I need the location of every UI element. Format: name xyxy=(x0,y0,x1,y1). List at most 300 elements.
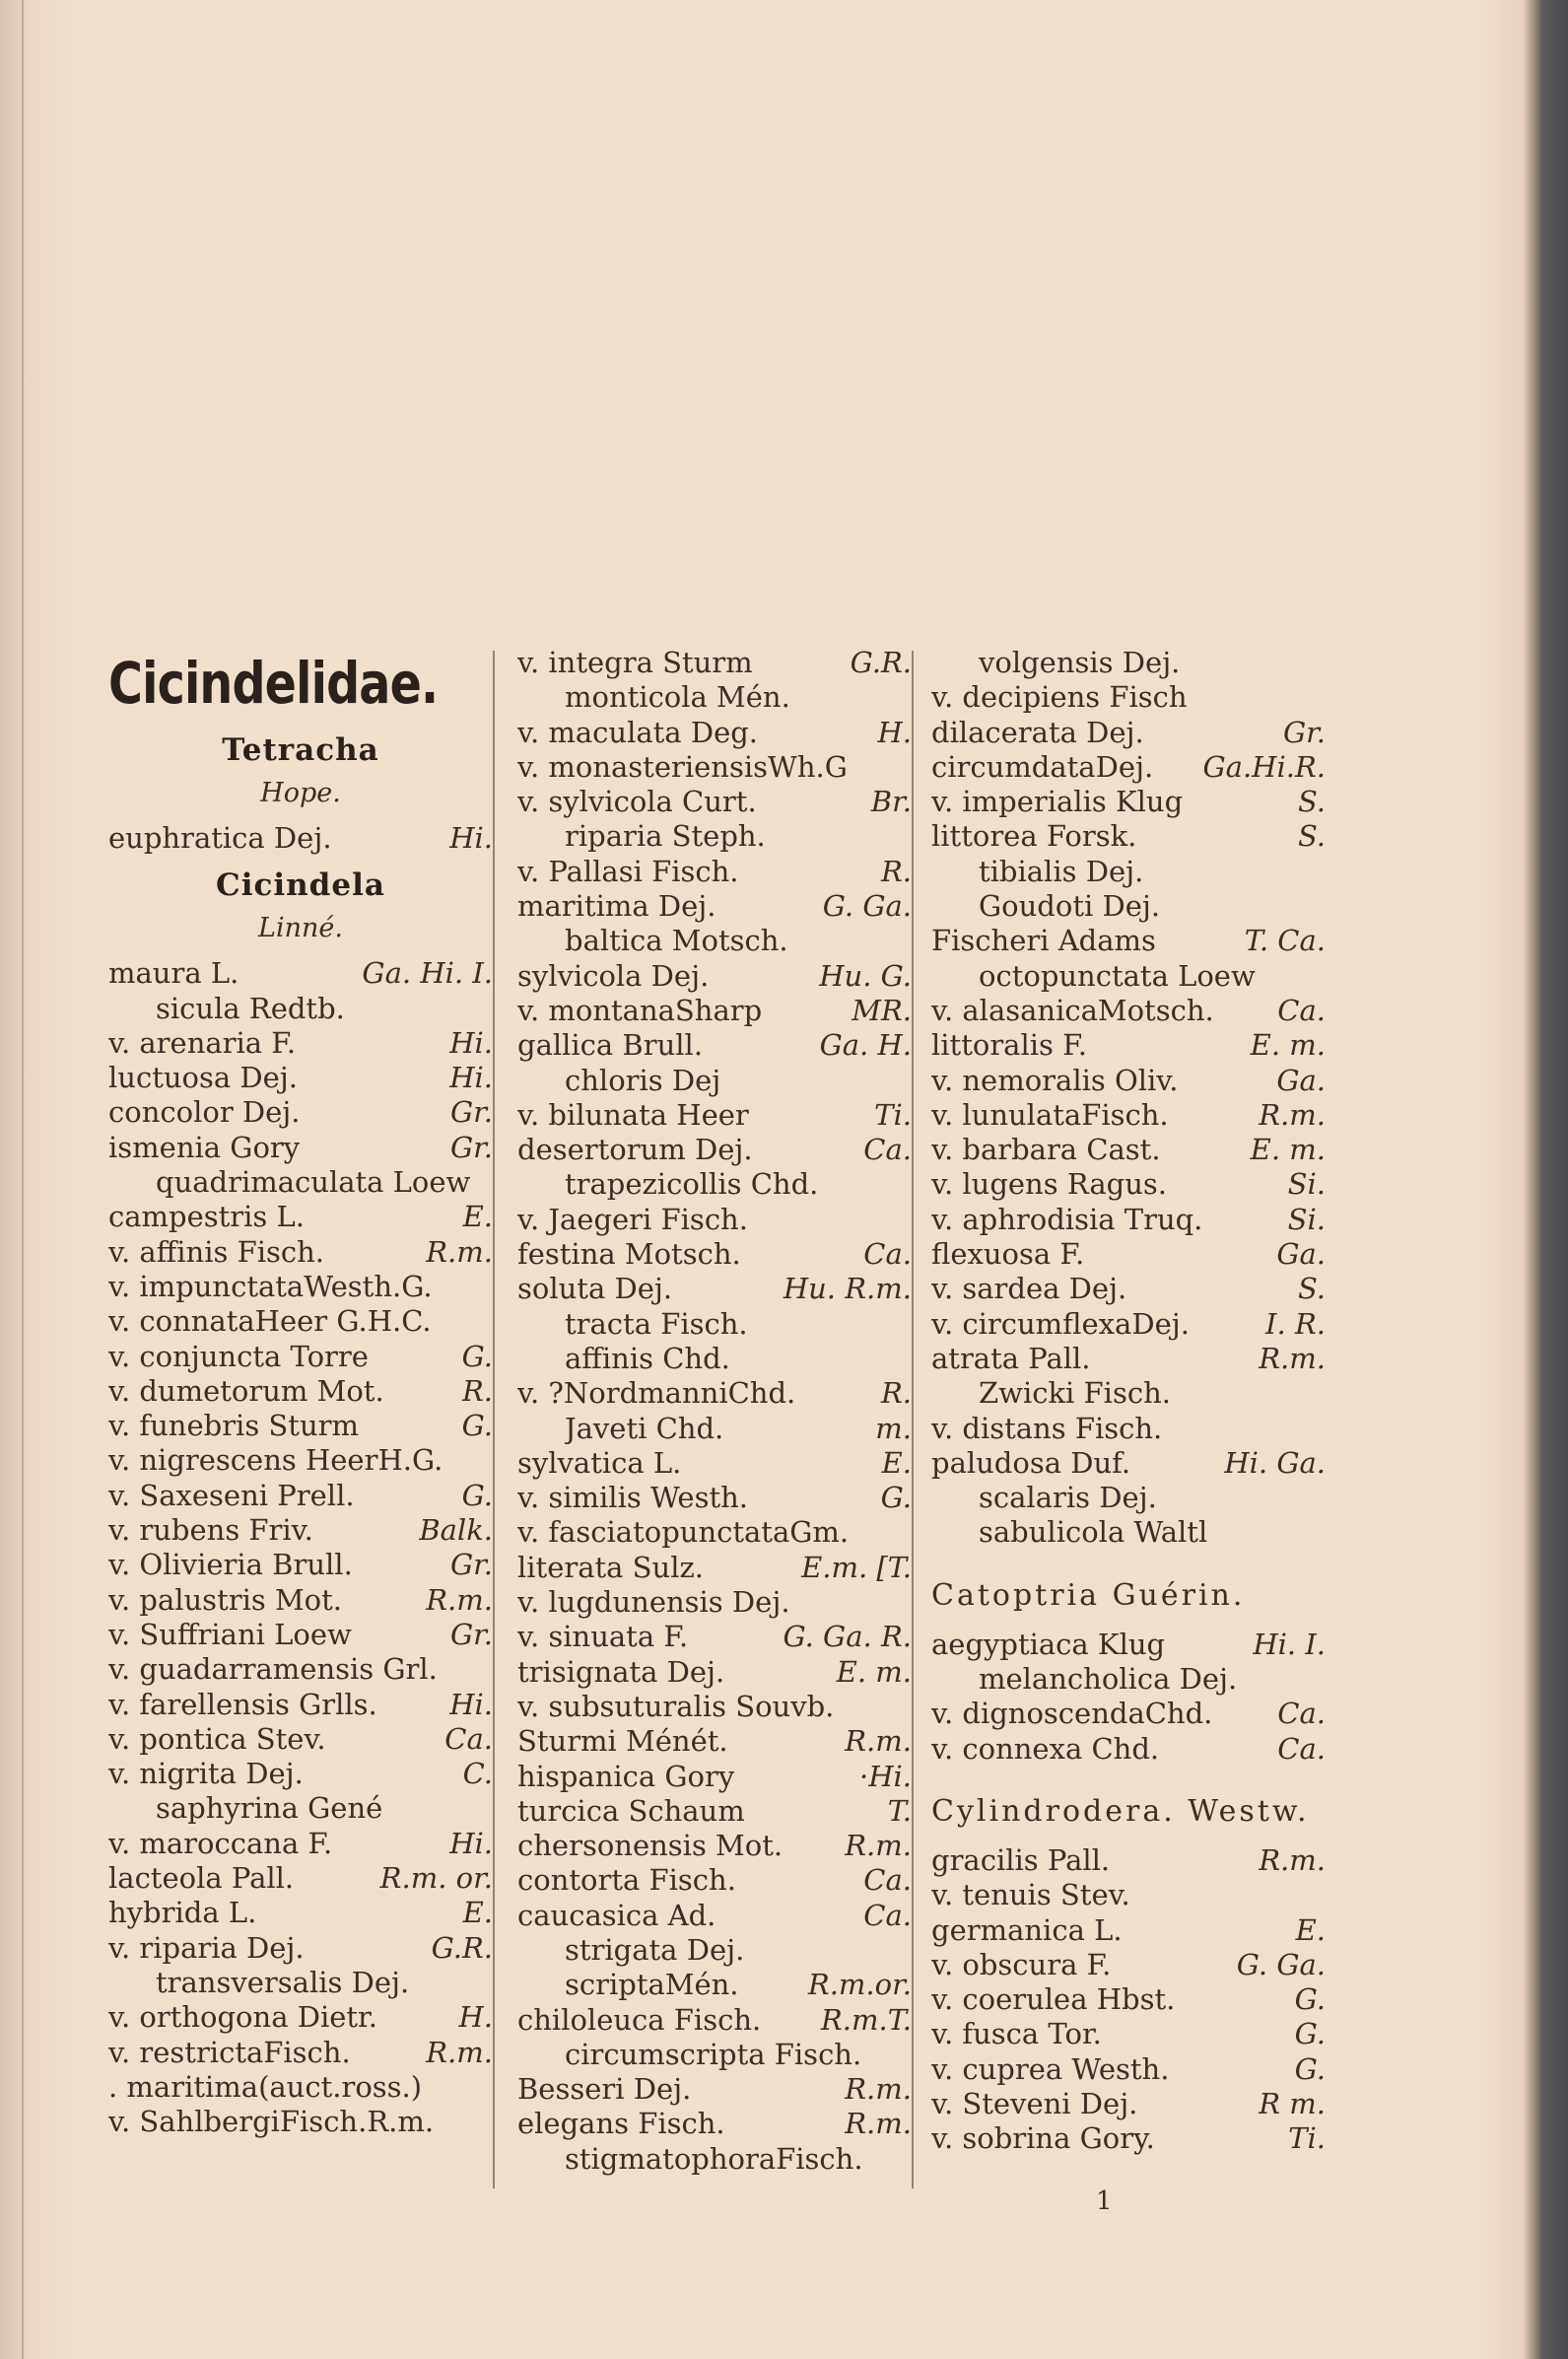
species-entry xyxy=(931,1272,1326,1306)
genus-author: Hope. xyxy=(260,778,341,808)
species-name: v. guadarramensis Grl. xyxy=(108,1652,438,1687)
species-name: v. cuprea Westh. xyxy=(931,2051,1170,2086)
species-entry xyxy=(517,889,912,924)
species-name: v. funebris Sturm xyxy=(108,1409,359,1443)
species-entry xyxy=(931,889,1326,924)
species-name: v. lunulataFisch. xyxy=(931,1097,1169,1132)
species-name: Besseri Dej. xyxy=(517,2072,692,2107)
species-name: v. distans Fisch. xyxy=(931,1411,1163,1445)
species-entry xyxy=(108,1165,493,1200)
genus-author: Linné. xyxy=(258,913,343,944)
species-entry xyxy=(517,1237,912,1272)
species-entry xyxy=(108,1409,493,1443)
locality-abbrev: R.m. xyxy=(426,2035,493,2069)
species-name: soluta Dej. xyxy=(517,1272,673,1306)
species-name: scalaris Dej. xyxy=(979,1481,1157,1515)
species-name: Goudoti Dej. xyxy=(979,889,1161,924)
species-name: maura L. xyxy=(108,956,239,991)
locality-abbrev: E. xyxy=(1295,1912,1326,1947)
species-name: v. obscura F. xyxy=(931,1947,1112,1981)
species-name: gracilis Pall. xyxy=(931,1842,1111,1877)
locality-abbrev: S. xyxy=(1297,819,1326,854)
species-name: euphratica Dej. xyxy=(108,821,332,855)
species-name: monticola Mén. xyxy=(565,680,790,715)
species-entry xyxy=(517,750,912,785)
species-name: sicula Redtb. xyxy=(156,991,345,1025)
species-name: v. alasanicaMotsch. xyxy=(931,993,1214,1027)
species-name: v. Saxeseni Prell. xyxy=(108,1478,355,1512)
species-name: circumdataDej. xyxy=(931,749,1154,784)
species-entry xyxy=(517,2072,912,2107)
species-name: v. affinis Fisch. xyxy=(108,1234,325,1269)
locality-abbrev: R m. xyxy=(1259,2086,1326,2120)
species-name: v. orthogona Dietr. xyxy=(108,2000,377,2035)
species-entry xyxy=(517,1446,912,1481)
locality-abbrev: R.m. xyxy=(845,1724,912,1759)
species-name: dilacerata Dej. xyxy=(931,715,1144,749)
species-name: v. subsuturalis Souvb. xyxy=(517,1689,835,1723)
locality-abbrev: Ca. xyxy=(444,1721,493,1756)
species-name: v. farellensis Grlls. xyxy=(108,1687,377,1721)
species-name: v. bilunata Heer xyxy=(517,1097,749,1132)
species-name: v. montanaSharp xyxy=(517,993,763,1027)
locality-abbrev: R. xyxy=(461,1373,493,1408)
species-name: v. coerulea Hbst. xyxy=(931,1982,1176,2017)
species-entry xyxy=(517,1307,912,1342)
species-name: Javeti Chd. xyxy=(565,1411,724,1445)
species-entry xyxy=(108,1479,493,1513)
species-entry xyxy=(517,1412,912,1446)
species-entry xyxy=(931,1064,1326,1098)
species-name: hispanica Gory xyxy=(517,1759,735,1793)
species-name: atrata Pall. xyxy=(931,1341,1091,1375)
locality-abbrev: G. xyxy=(1294,2017,1326,2051)
species-entry xyxy=(931,855,1326,889)
species-name: v. barbara Cast. xyxy=(931,1133,1161,1167)
species-entry xyxy=(931,680,1326,715)
locality-abbrev: Ga.Hi.R. xyxy=(1202,749,1326,784)
locality-abbrev: G. Ga. R. xyxy=(783,1620,912,1654)
locality-abbrev: R.m.or. xyxy=(807,1968,912,2002)
species-name: quadrimaculata Loew xyxy=(156,1165,471,1200)
species-entry xyxy=(931,2052,1326,2087)
species-name: v. maculata Deg. xyxy=(517,715,759,749)
species-name: v. connexa Chd. xyxy=(931,1731,1160,1766)
species-name: v. tenuis Stev. xyxy=(931,1878,1130,1912)
locality-abbrev: Ca. xyxy=(863,1898,912,1932)
species-name: v. sardea Dej. xyxy=(931,1272,1127,1306)
species-name: tibialis Dej. xyxy=(979,854,1144,888)
species-entry xyxy=(517,819,912,854)
locality-abbrev: G. xyxy=(1294,1982,1326,2017)
species-entry xyxy=(517,994,912,1028)
species-name: v. lugdunensis Dej. xyxy=(517,1585,790,1620)
species-name: chersonensis Mot. xyxy=(517,1829,784,1863)
species-entry xyxy=(108,1931,493,1966)
species-name: v. nemoralis Oliv. xyxy=(931,1063,1179,1097)
species-entry xyxy=(108,1583,493,1618)
species-entry xyxy=(931,1948,1326,1982)
species-entry xyxy=(931,1843,1326,1878)
family-heading: Cicindelidae. xyxy=(108,650,439,717)
species-entry xyxy=(517,1481,912,1515)
locality-abbrev: Ca. xyxy=(1277,993,1326,1027)
locality-abbrev: Ca. xyxy=(863,1133,912,1167)
locality-abbrev: Ca. xyxy=(863,1863,912,1898)
locality-abbrev: R.m. xyxy=(845,2072,912,2107)
species-entry xyxy=(517,1794,912,1829)
species-name: v. nigrescens HeerH.G. xyxy=(108,1443,443,1478)
species-entry xyxy=(517,855,912,889)
species-entry xyxy=(517,2003,912,2038)
species-entry xyxy=(931,994,1326,1028)
species-entry xyxy=(517,1760,912,1794)
species-name: volgensis Dej. xyxy=(979,646,1181,679)
column-1 xyxy=(108,646,493,2139)
species-name: stigmatophoraFisch. xyxy=(565,2141,863,2176)
species-entry xyxy=(517,1863,912,1898)
locality-abbrev: R.m. or. xyxy=(379,1861,493,1896)
genus-heading: Tetracha xyxy=(222,732,379,768)
species-name: turcica Schaum xyxy=(517,1793,745,1828)
species-entry xyxy=(108,956,493,991)
species-name: contorta Fisch. xyxy=(517,1863,736,1898)
locality-abbrev: R.m. xyxy=(426,1582,493,1617)
locality-abbrev: Gr. xyxy=(1282,715,1326,749)
locality-abbrev: m. xyxy=(875,1411,912,1445)
species-entry xyxy=(108,1688,493,1722)
species-entry xyxy=(517,1515,912,1550)
locality-abbrev: Ga. Hi. I. xyxy=(362,956,493,991)
page-number: 1 xyxy=(1096,2186,1113,2216)
column-3 xyxy=(931,646,1326,2157)
species-name: v. pontica Stev. xyxy=(108,1721,326,1756)
species-name: campestris L. xyxy=(108,1200,306,1234)
species-name: concolor Dej. xyxy=(108,1095,301,1130)
species-entry xyxy=(517,1690,912,1724)
species-name: sylvicola Dej. xyxy=(517,958,710,993)
locality-abbrev: H. xyxy=(458,2000,493,2035)
species-entry xyxy=(108,1270,493,1304)
species-entry xyxy=(517,1203,912,1237)
locality-abbrev: R.m.T. xyxy=(820,2002,912,2037)
species-entry xyxy=(108,1131,493,1165)
species-name: v. integra Sturm xyxy=(517,646,753,679)
locality-abbrev: E. xyxy=(462,1200,493,1234)
species-entry xyxy=(108,2036,493,2070)
species-entry xyxy=(108,1548,493,1582)
species-entry xyxy=(517,1133,912,1167)
locality-abbrev: Gr. xyxy=(449,1130,493,1164)
species-entry xyxy=(517,716,912,750)
locality-abbrev: Hi. xyxy=(449,1025,493,1060)
species-name: lacteola Pall. xyxy=(108,1861,295,1896)
species-entry xyxy=(931,819,1326,854)
species-name: sabulicola Waltl xyxy=(979,1515,1208,1550)
species-entry xyxy=(517,2142,912,2177)
locality-abbrev: Ca. xyxy=(1277,1697,1326,1731)
locality-abbrev: Gr. xyxy=(449,1548,493,1582)
species-entry xyxy=(931,2121,1326,2156)
species-entry xyxy=(108,1026,493,1061)
species-name: v. Suffriani Loew xyxy=(108,1617,352,1651)
species-name: Zwicki Fisch. xyxy=(979,1376,1171,1411)
locality-abbrev: Hu. G. xyxy=(819,958,912,993)
species-name: v. fusca Tor. xyxy=(931,2017,1102,2051)
column-rule xyxy=(493,651,495,2188)
species-entry xyxy=(931,1342,1326,1376)
species-name: v. circumflexaDej. xyxy=(931,1306,1190,1341)
locality-abbrev: G. xyxy=(461,1339,493,1373)
species-entry xyxy=(931,1878,1326,1912)
species-entry xyxy=(517,1968,912,2002)
species-name: trisignata Dej. xyxy=(517,1654,725,1689)
locality-abbrev: Si. xyxy=(1287,1202,1326,1236)
species-name: v. connataHeer G.H.C. xyxy=(108,1304,432,1339)
species-name: baltica Motsch. xyxy=(565,924,788,958)
species-name: tracta Fisch. xyxy=(565,1306,748,1341)
species-entry xyxy=(517,1933,912,1968)
column-2 xyxy=(517,646,912,2177)
species-entry xyxy=(931,959,1326,994)
species-entry xyxy=(108,1374,493,1409)
locality-abbrev: Hu. R.m. xyxy=(783,1272,912,1306)
locality-abbrev: R.m. xyxy=(845,2107,912,2141)
species-entry xyxy=(108,821,493,856)
species-entry xyxy=(517,1585,912,1620)
species-name: Sturmi Ménét. xyxy=(517,1724,728,1759)
locality-abbrev: Br. xyxy=(870,785,912,819)
species-name: v. lugens Ragus. xyxy=(931,1167,1167,1202)
species-entry xyxy=(108,1722,493,1757)
species-entry xyxy=(517,959,912,994)
species-name: elegans Fisch. xyxy=(517,2107,725,2141)
species-entry xyxy=(517,2038,912,2072)
locality-abbrev: Hi. I. xyxy=(1253,1627,1326,1661)
locality-abbrev: Gr. xyxy=(449,1095,493,1130)
species-entry xyxy=(517,1376,912,1411)
species-entry xyxy=(931,1481,1326,1515)
locality-abbrev: R. xyxy=(880,1376,912,1411)
species-name: trapezicollis Chd. xyxy=(565,1167,819,1202)
locality-abbrev: Ga. H. xyxy=(819,1028,912,1063)
locality-abbrev: E. m. xyxy=(836,1654,912,1689)
locality-abbrev: Hi. Ga. xyxy=(1224,1445,1326,1480)
species-entry xyxy=(931,1133,1326,1167)
locality-abbrev: G. xyxy=(880,1481,912,1515)
species-entry xyxy=(931,716,1326,750)
species-name: germanica L. xyxy=(931,1912,1123,1947)
locality-abbrev: G. xyxy=(461,1409,493,1443)
species-entry xyxy=(108,2070,493,2105)
species-entry xyxy=(108,1061,493,1095)
species-entry xyxy=(108,2105,493,2139)
species-name: riparia Steph. xyxy=(565,819,766,854)
locality-abbrev: S. xyxy=(1297,785,1326,819)
species-entry xyxy=(517,1064,912,1098)
locality-abbrev: Gr. xyxy=(449,1617,493,1651)
species-entry xyxy=(931,924,1326,958)
species-name: v. impunctataWesth.G. xyxy=(108,1269,433,1303)
locality-abbrev: G.R. xyxy=(850,646,912,679)
species-name: v. arenaria F. xyxy=(108,1025,297,1060)
species-entry xyxy=(931,1237,1326,1272)
species-name: sylvatica L. xyxy=(517,1445,682,1480)
species-name: v. ?NordmanniChd. xyxy=(517,1376,796,1411)
locality-abbrev: C. xyxy=(462,1757,493,1791)
species-entry xyxy=(517,1342,912,1376)
species-name: Fischeri Adams xyxy=(931,924,1156,958)
locality-abbrev: Hi. xyxy=(449,1061,493,1095)
species-entry xyxy=(108,1791,493,1826)
species-name: luctuosa Dej. xyxy=(108,1061,298,1095)
species-name: v. SahlbergiFisch.R.m. xyxy=(108,2105,435,2139)
species-name: v. conjuncta Torre xyxy=(108,1339,369,1373)
species-entry xyxy=(108,1095,493,1130)
species-name: v. dumetorum Mot. xyxy=(108,1373,384,1408)
species-entry xyxy=(108,1652,493,1687)
genus-heading: Cicindela xyxy=(216,867,385,904)
species-name: v. riparia Dej. xyxy=(108,1930,305,1965)
locality-abbrev: Ga. xyxy=(1276,1063,1326,1097)
species-entry xyxy=(517,680,912,715)
species-name: v. monasteriensisWh.G xyxy=(517,749,848,784)
species-entry xyxy=(517,924,912,958)
species-entry xyxy=(517,1655,912,1690)
species-entry xyxy=(931,1628,1326,1662)
species-name: festina Motsch. xyxy=(517,1237,741,1272)
species-name: chiloleuca Fisch. xyxy=(517,2002,762,2037)
locality-abbrev: S. xyxy=(1297,1272,1326,1306)
species-name: chloris Dej xyxy=(565,1063,721,1097)
locality-abbrev: R.m. xyxy=(1259,1341,1326,1375)
locality-abbrev: E.m. [T. xyxy=(801,1550,912,1584)
species-name: scriptaMén. xyxy=(565,1968,739,2002)
species-entry xyxy=(517,1829,912,1863)
species-name: v. decipiens Fisch xyxy=(931,680,1188,715)
locality-abbrev: G. Ga. xyxy=(822,889,912,924)
species-entry xyxy=(931,750,1326,785)
species-name: desertorum Dej. xyxy=(517,1133,753,1167)
locality-abbrev: E. xyxy=(881,1445,912,1480)
species-entry xyxy=(108,1618,493,1652)
species-entry xyxy=(108,1235,493,1270)
species-name: v. palustris Mot. xyxy=(108,1582,342,1617)
species-name: v. aphrodisia Truq. xyxy=(931,1202,1203,1236)
species-name: transversalis Dej. xyxy=(156,1965,410,1999)
species-name: melancholica Dej. xyxy=(979,1662,1238,1697)
species-name: v. restrictaFisch. xyxy=(108,2035,351,2069)
species-entry xyxy=(931,1167,1326,1202)
species-name: v. Pallasi Fisch. xyxy=(517,854,739,888)
species-name: saphyrina Gené xyxy=(156,1791,383,1826)
locality-abbrev: E. m. xyxy=(1250,1133,1326,1167)
species-entry xyxy=(517,1098,912,1133)
species-name: hybrida L. xyxy=(108,1896,257,1930)
locality-abbrev: Ca. xyxy=(863,1237,912,1272)
species-name: v. Jaegeri Fisch. xyxy=(517,1202,748,1236)
species-name: gallica Brull. xyxy=(517,1028,704,1063)
species-entry xyxy=(931,1307,1326,1342)
column-rule xyxy=(912,651,914,2188)
species-entry xyxy=(931,2017,1326,2051)
species-entry xyxy=(931,1515,1326,1550)
species-entry xyxy=(108,1513,493,1548)
species-name: ismenia Gory xyxy=(108,1130,301,1164)
species-name: paludosa Duf. xyxy=(931,1445,1131,1480)
species-entry xyxy=(931,1732,1326,1767)
locality-abbrev: R. xyxy=(880,854,912,888)
species-entry xyxy=(108,1200,493,1234)
species-name: v. nigrita Dej. xyxy=(108,1757,304,1791)
species-entry xyxy=(517,1899,912,1933)
species-entry xyxy=(931,1098,1326,1133)
species-entry xyxy=(108,2000,493,2035)
species-entry xyxy=(517,1551,912,1585)
genus-section-heading: Cylindrodera. Westw. xyxy=(931,1793,1310,1829)
species-name: octopunctata Loew xyxy=(979,958,1256,993)
locality-abbrev: H. xyxy=(877,715,912,749)
species-entry xyxy=(108,1443,493,1478)
species-entry xyxy=(517,2107,912,2141)
locality-abbrev: G. Ga. xyxy=(1236,1947,1326,1981)
species-entry xyxy=(931,2087,1326,2121)
species-name: v. imperialis Klug xyxy=(931,785,1184,819)
species-name: affinis Chd. xyxy=(565,1341,730,1375)
page-gutter xyxy=(22,0,24,2359)
species-name: v. sylvicola Curt. xyxy=(517,785,757,819)
species-name: littoralis F. xyxy=(931,1028,1087,1063)
species-entry xyxy=(108,1896,493,1930)
locality-abbrev: E. xyxy=(462,1896,493,1930)
species-name: v. Olivieria Brull. xyxy=(108,1548,353,1582)
species-name: v. rubens Friv. xyxy=(108,1513,313,1548)
species-name: v. fasciatopunctataGm. xyxy=(517,1515,850,1550)
species-name: circumscripta Fisch. xyxy=(565,2037,862,2071)
species-entry xyxy=(108,992,493,1026)
species-entry xyxy=(108,1340,493,1374)
species-entry xyxy=(517,1724,912,1759)
species-entry xyxy=(517,1167,912,1202)
species-name: maritima Dej. xyxy=(517,889,716,924)
locality-abbrev: MR. xyxy=(852,993,912,1027)
species-name: aegyptiaca Klug xyxy=(931,1627,1166,1661)
species-entry xyxy=(931,785,1326,819)
species-name: strigata Dej. xyxy=(565,1932,745,1967)
species-name: v. dignoscendaChd. xyxy=(931,1697,1213,1731)
species-entry xyxy=(931,1028,1326,1063)
species-name: flexuosa F. xyxy=(931,1237,1085,1272)
species-entry xyxy=(931,1446,1326,1481)
species-name: . maritima(auct.ross.) xyxy=(108,2069,423,2104)
locality-abbrev: Si. xyxy=(1287,1167,1326,1202)
species-entry xyxy=(931,1913,1326,1948)
locality-abbrev: I. R. xyxy=(1265,1306,1326,1341)
species-entry xyxy=(517,1620,912,1654)
locality-abbrev: Ga. xyxy=(1276,1237,1326,1272)
species-entry xyxy=(931,1982,1326,2017)
locality-abbrev: R.m. xyxy=(426,1234,493,1269)
species-name: v. sobrina Gory. xyxy=(931,2121,1155,2156)
species-name: littorea Forsk. xyxy=(931,819,1137,854)
species-entry xyxy=(931,1662,1326,1697)
locality-abbrev: R.m. xyxy=(845,1829,912,1863)
species-name: v. Steveni Dej. xyxy=(931,2086,1138,2120)
species-entry xyxy=(108,1827,493,1861)
species-name: v. similis Westh. xyxy=(517,1481,748,1515)
species-name: caucasica Ad. xyxy=(517,1898,716,1932)
species-entry xyxy=(931,1697,1326,1731)
